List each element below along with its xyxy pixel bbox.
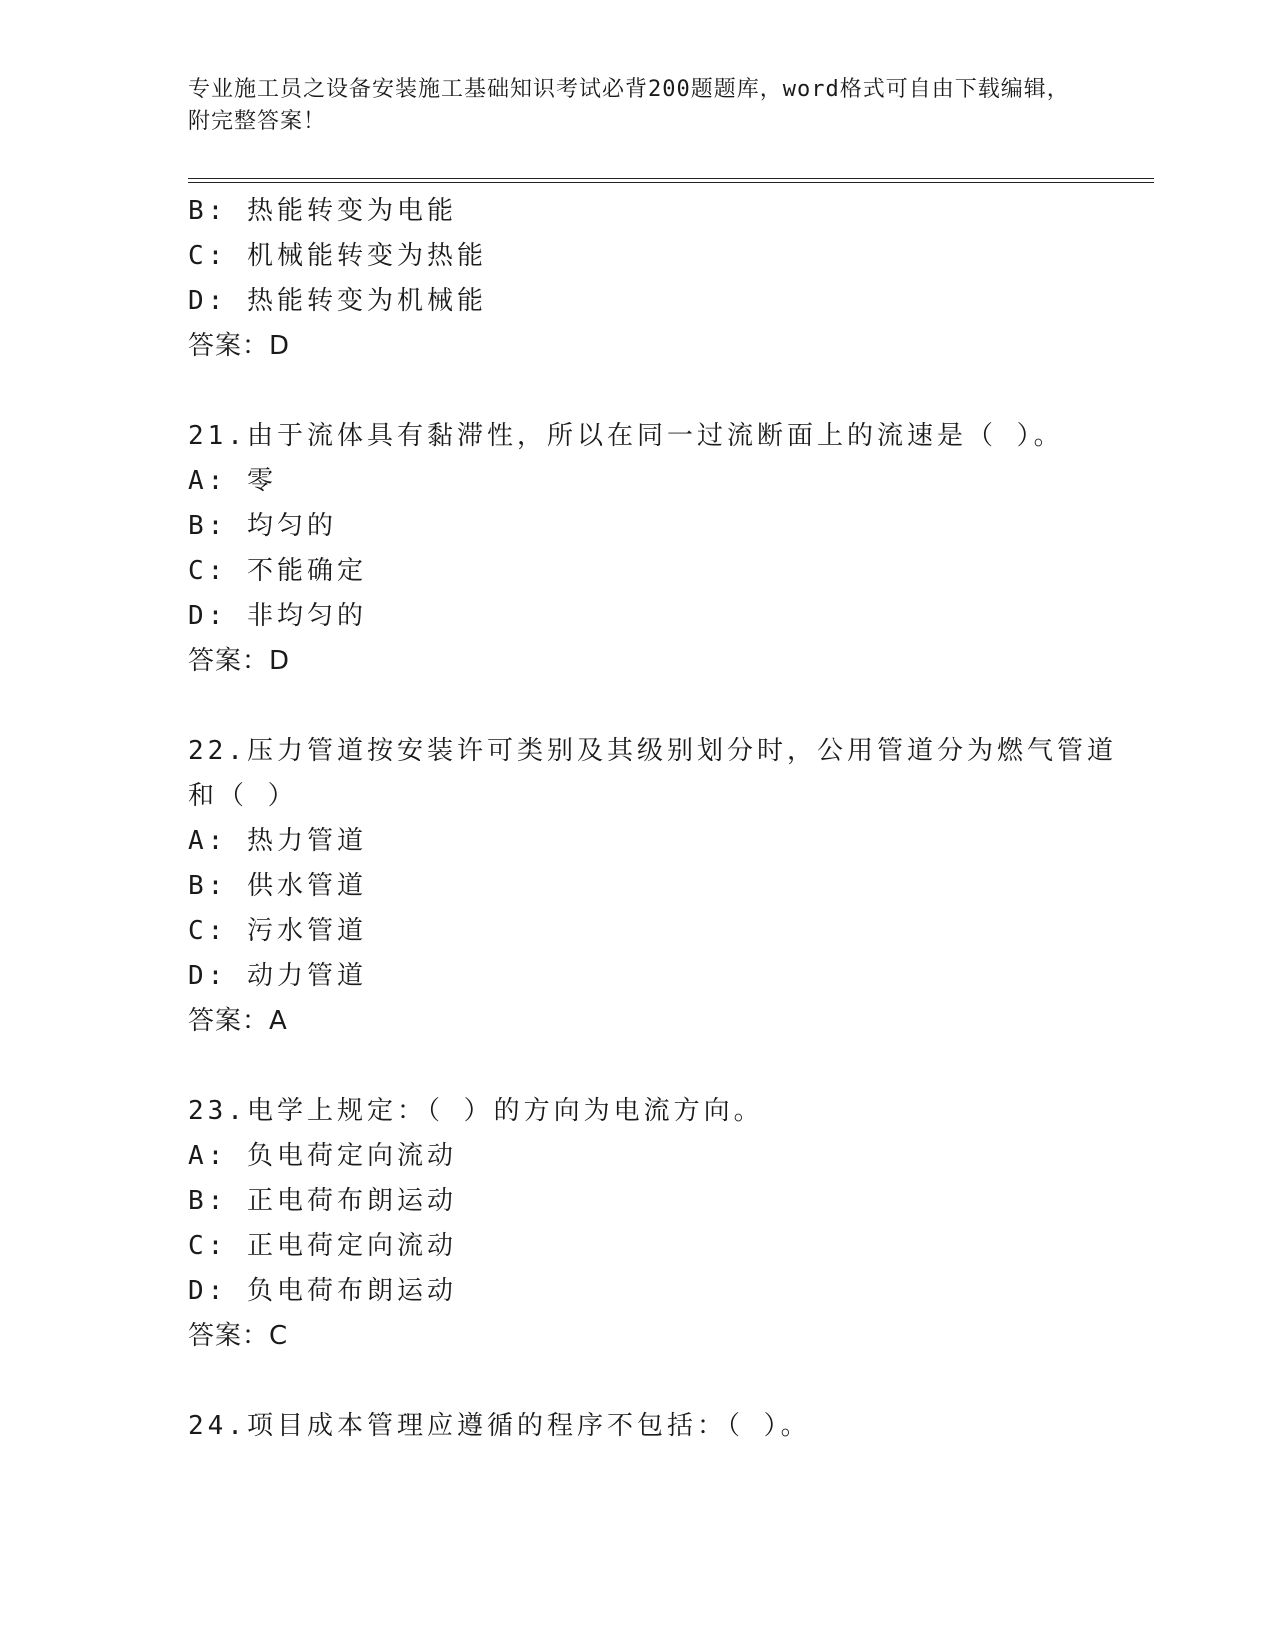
question-21-stem: 21.由于流体具有黏滞性，所以在同一过流断面上的流速是（ ）。 — [188, 421, 1064, 451]
question-22-stem-continued: 和（ ） — [188, 781, 298, 811]
question-23-answer: 答案：C — [188, 1321, 289, 1351]
option-c: C: 机械能转变为热能 — [188, 241, 487, 271]
question-23-stem: 23.电学上规定：（ ）的方向为电流方向。 — [188, 1096, 764, 1126]
question-22-stem: 22.压力管道按安装许可类别及其级别划分时，公用管道分为燃气管道 — [188, 736, 1117, 766]
question-23-option-a: A: 负电荷定向流动 — [188, 1141, 457, 1171]
question-23-option-d: D: 负电荷布朗运动 — [188, 1276, 457, 1306]
question-22-option-d: D: 动力管道 — [188, 961, 367, 991]
document-title: 专业施工员之设备安装施工基础知识考试必背200题题库，word格式可自由下载编辑，附完整答案！ — [188, 77, 1070, 134]
question-21-option-c: C: 不能确定 — [188, 556, 367, 586]
header-divider-bottom — [188, 182, 1154, 183]
question-24-stem: 24.项目成本管理应遵循的程序不包括：（ ）。 — [188, 1411, 811, 1441]
question-21-option-b: B: 均匀的 — [188, 511, 337, 541]
header-divider-top — [188, 178, 1154, 179]
option-b: B: 热能转变为电能 — [188, 196, 457, 226]
question-22-option-c: C: 污水管道 — [188, 916, 367, 946]
question-23-option-b: B: 正电荷布朗运动 — [188, 1186, 457, 1216]
question-21-option-a: A: 零 — [188, 466, 277, 496]
question-23-option-c: C: 正电荷定向流动 — [188, 1231, 457, 1261]
question-21-option-d: D: 非均匀的 — [188, 601, 367, 631]
answer-line: 答案：D — [188, 331, 291, 361]
option-d: D: 热能转变为机械能 — [188, 286, 487, 316]
question-22-option-b: B: 供水管道 — [188, 871, 367, 901]
question-22-option-a: A: 热力管道 — [188, 826, 367, 856]
question-22-answer: 答案：A — [188, 1006, 288, 1036]
question-21-answer: 答案：D — [188, 646, 291, 676]
